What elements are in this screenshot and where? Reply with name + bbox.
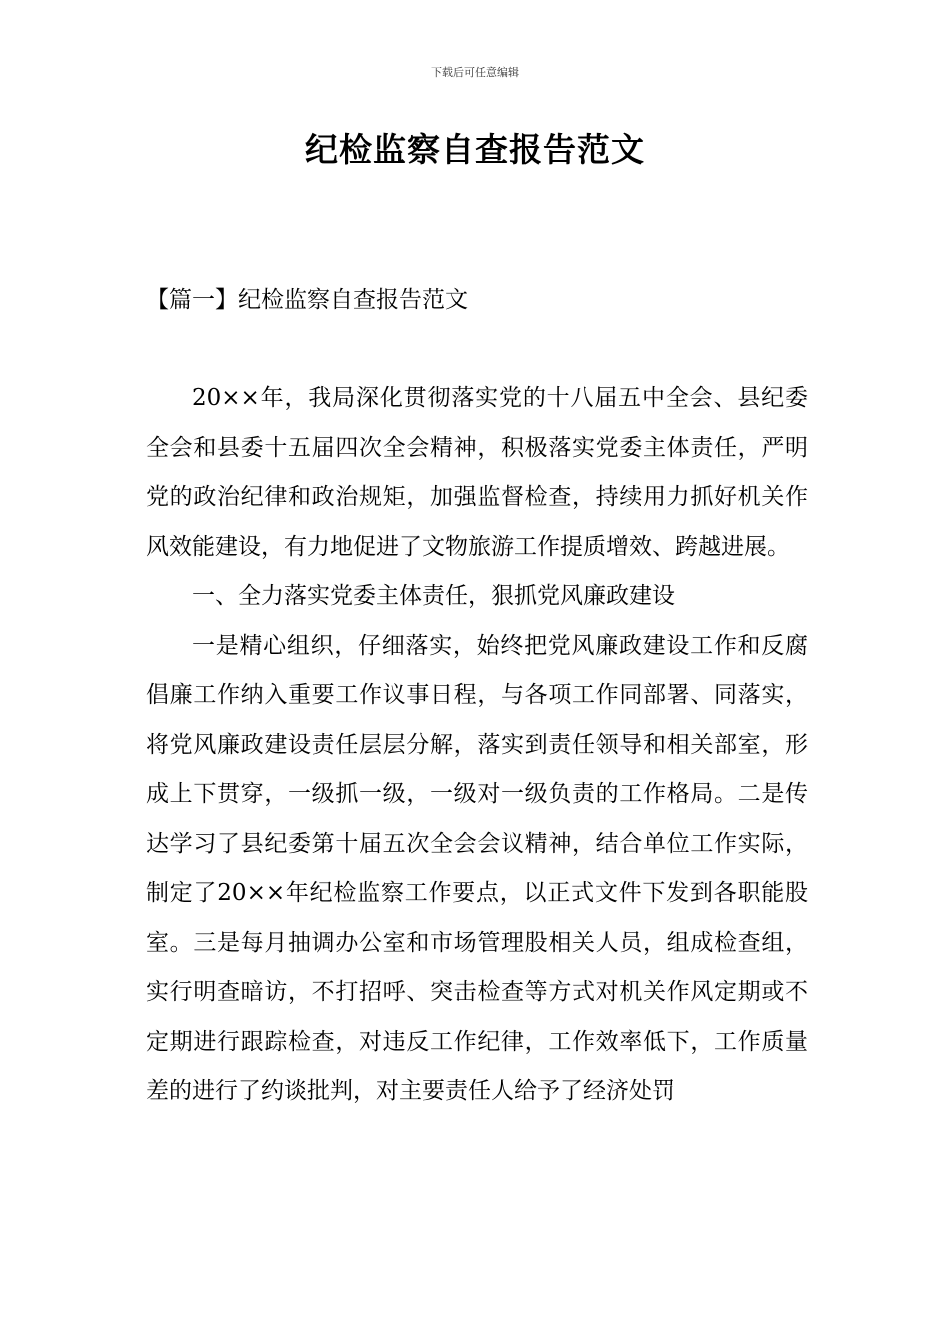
document-title: 纪检监察自查报告范文 xyxy=(305,130,645,169)
header-note: 下载后可任意编辑 xyxy=(431,66,519,79)
paragraph-measures: 一是精心组织，仔细落实，始终把党风廉政建设工作和反腐倡廉工作纳入重要工作议事日程，与各项工作同部署、同落实，将党风廉政建设责任层层分解，落实到责任领导和相关部室，形成上下贯穿，一级抓一级，一级对一级负责的工作格局。二是传达学习了县纪委第十届五次全会会议精神，结合单位工作实际，制定了20××年纪检监察工作要点，以正式文件下发到各职能股室。三是每月抽调办公室和市场管理股相关人员，组成检查组，实行明查暗访，不打招呼、突击检查等方式对机关作风定期或不定期进行跟踪检查，对违反工作纪律，工作效率低下，工作质量差的进行了约谈批判，对主要责任人给予了经济处罚 xyxy=(146,632,808,1104)
body-text xyxy=(146,374,808,1117)
paragraph-intro: 20××年，我局深化贯彻落实党的十八届五中全会、县纪委全会和县委十五届四次全会精神，积极落实党委主体责任，严明党的政治纪律和政治规矩，加强监督检查，持续用力抓好机关作风效能建设，有力地促进了文物旅游工作提质增效、跨越进展。 xyxy=(146,385,808,560)
section-heading: 【篇一】纪检监察自查报告范文 xyxy=(146,287,468,313)
paragraph-subheading: 一、全力落实党委主体责任，狠抓党风廉政建设 xyxy=(192,583,675,609)
